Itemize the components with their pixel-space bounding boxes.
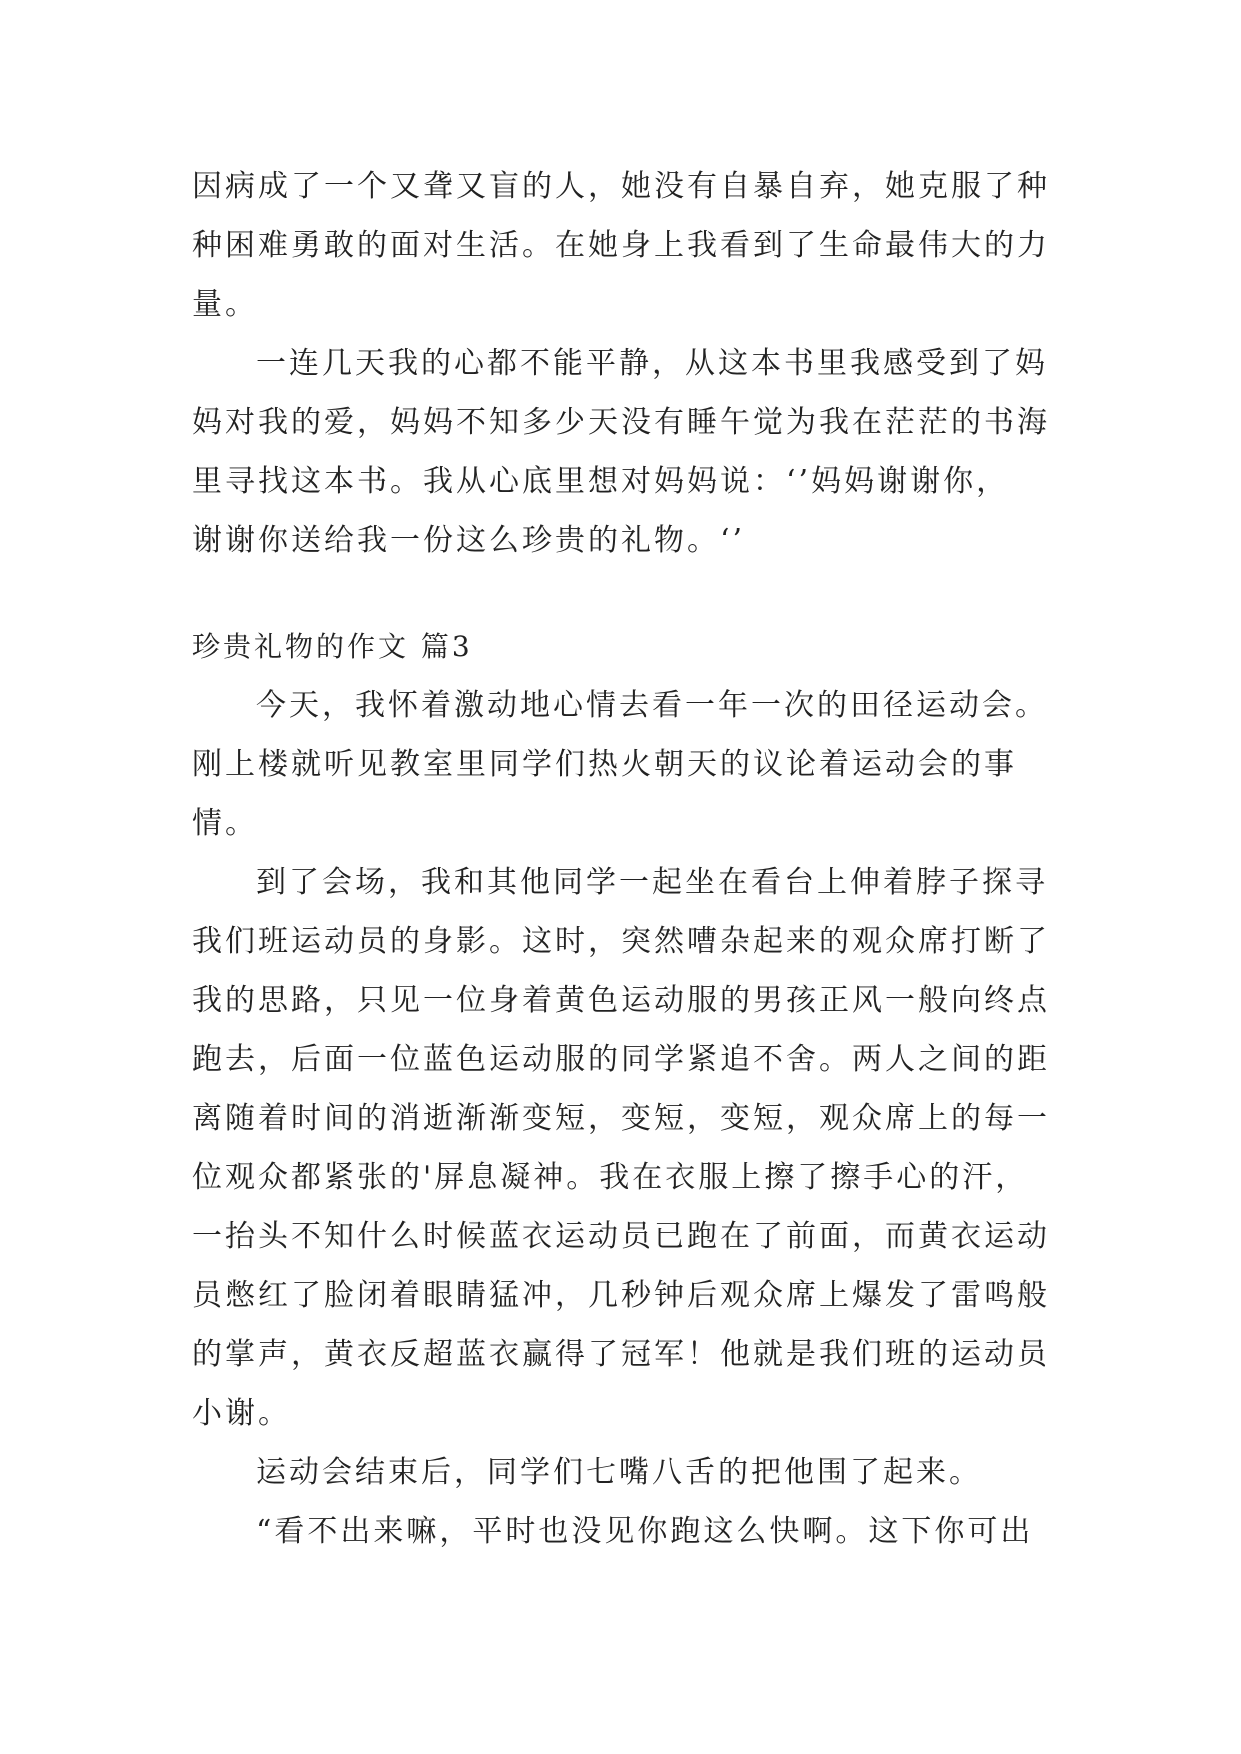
text-line: 里寻找这本书。我从心底里想对妈妈说：‘’妈妈谢谢你， bbox=[192, 464, 1010, 499]
text-line: 离随着时间的消逝渐渐变短，变短，变短，观众席上的每一 bbox=[192, 1101, 1050, 1136]
text-line: 我的思路，只见一位身着黄色运动服的男孩正风一般向终点 bbox=[192, 983, 1050, 1018]
text-line: 今天，我怀着激动地心情去看一年一次的田径运动会。 bbox=[256, 688, 1048, 723]
text-line: 的掌声，黄衣反超蓝衣赢得了冠军！他就是我们班的运动员 bbox=[192, 1337, 1050, 1372]
text-line: 员憋红了脸闭着眼睛猛冲，几秒钟后观众席上爆发了雷鸣般 bbox=[192, 1278, 1050, 1313]
text-line: 谢谢你送给我一份这么珍贵的礼物。‘’ bbox=[192, 523, 746, 558]
text-line: 位观众都紧张的'屏息凝神。我在衣服上擦了擦手心的汗， bbox=[192, 1160, 1029, 1195]
text-line: 到了会场，我和其他同学一起坐在看台上伸着脖子探寻 bbox=[256, 865, 1048, 900]
text-line: 一抬头不知什么时候蓝衣运动员已跑在了前面，而黄衣运动 bbox=[192, 1219, 1050, 1254]
text-line: 情。 bbox=[192, 806, 258, 841]
text-line: 因病成了一个又聋又盲的人，她没有自暴自弃，她克服了种 bbox=[192, 169, 1050, 204]
text-line: 跑去，后面一位蓝色运动服的同学紧追不舍。两人之间的距 bbox=[192, 1042, 1050, 1077]
text-line: 我们班运动员的身影。这时，突然嘈杂起来的观众席打断了 bbox=[192, 924, 1050, 959]
text-line: 运动会结束后，同学们七嘴八舌的把他围了起来。 bbox=[256, 1455, 982, 1490]
text-line: 刚上楼就听见教室里同学们热火朝天的议论着运动会的事 bbox=[192, 747, 1017, 782]
text-line: 小谢。 bbox=[192, 1396, 291, 1431]
text-line: “看不出来嘛，平时也没见你跑这么快啊。这下你可出 bbox=[256, 1514, 1034, 1549]
text-line: 种困难勇敢的面对生活。在她身上我看到了生命最伟大的力 bbox=[192, 228, 1050, 263]
section-heading: 珍贵礼物的作文 篇3 bbox=[192, 630, 473, 663]
text-line: 量。 bbox=[192, 287, 258, 322]
text-line: 妈对我的爱，妈妈不知多少天没有睡午觉为我在茫茫的书海 bbox=[192, 405, 1050, 440]
text-line: 一连几天我的心都不能平静，从这本书里我感受到了妈 bbox=[256, 346, 1048, 381]
